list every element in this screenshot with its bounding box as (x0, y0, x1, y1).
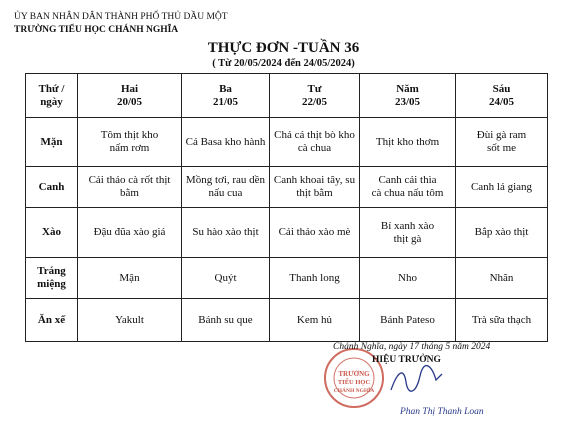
day-name: Hai (120, 82, 139, 95)
authority-header: ỦY BAN NHÂN DÂN THÀNH PHỐ THỦ DẦU MỘT (14, 12, 228, 22)
menu-cell (270, 118, 360, 167)
svg-text:CHÁNH NGHĨA: CHÁNH NGHĨA (333, 388, 375, 394)
place-date: Chánh Nghĩa, ngày 17 tháng 5 năm 2024 (333, 342, 491, 352)
menu-cell (78, 208, 182, 258)
table-row (26, 167, 548, 208)
menu-cell (360, 118, 456, 167)
cell-line: Đậu đũa xào giá (93, 226, 166, 238)
cell-line: Bắp xào thịt (474, 226, 529, 238)
day-header (270, 74, 360, 118)
cell-line: Bí xanh xào (380, 219, 435, 232)
menu-cell (270, 167, 360, 208)
cell-line: Bánh su que (198, 313, 253, 326)
day-date: 23/05 (394, 95, 421, 108)
menu-cell (78, 299, 182, 342)
day-name: Tư (307, 82, 322, 95)
cell-line: Yakult (115, 313, 144, 326)
menu-cell (182, 208, 270, 258)
menu-cell (78, 167, 182, 208)
cell-line: thịt gà (393, 232, 422, 245)
day-header (182, 74, 270, 118)
menu-cell (456, 299, 548, 342)
menu-cell (78, 118, 182, 167)
cell-line: Cải thảo cà rốt thịt (88, 174, 171, 186)
cell-line: Bánh Pateso (380, 313, 435, 326)
row-label: Mặn (26, 118, 78, 167)
signer-name: Phan Thị Thanh Loan (400, 407, 484, 417)
cell-line: Cá Basa kho hành (185, 135, 266, 148)
cell-line: Mồng tơi, rau dền (185, 174, 266, 186)
row-label: Ăn xế (26, 299, 78, 342)
menu-cell (182, 258, 270, 299)
menu-cell (182, 299, 270, 342)
menu-cell (360, 167, 456, 208)
cell-line: thịt bằm (296, 187, 333, 199)
day-date: 21/05 (212, 95, 239, 108)
cell-line: Canh cải thìa (378, 174, 437, 186)
cell-line: Nhãn (489, 271, 514, 284)
cell-line: Thanh long (289, 271, 340, 284)
menu-cell (270, 208, 360, 258)
menu-cell (456, 118, 548, 167)
cell-line: Cải thảo xào mè (278, 226, 351, 238)
row-label (26, 258, 78, 299)
cell-line: sốt me (486, 142, 517, 154)
row-label-line: miệng (37, 278, 66, 290)
cell-line: nấu cua (208, 187, 243, 199)
svg-text:TRƯỜNG: TRƯỜNG (338, 370, 370, 378)
row-label-line: Tráng (37, 265, 66, 277)
menu-cell (456, 167, 548, 208)
menu-cell (270, 258, 360, 299)
cell-line: Mận (119, 271, 140, 284)
row-label: Xào (26, 208, 78, 258)
day-name: Ba (219, 82, 232, 95)
menu-cell (360, 258, 456, 299)
day-date: 20/05 (116, 95, 143, 108)
menu-cell (78, 258, 182, 299)
signature-mark (386, 360, 446, 400)
corner-cell (26, 74, 78, 118)
cell-line: Chả cá thịt bò kho (274, 129, 355, 141)
school-header: TRƯỜNG TIỂU HỌC CHÁNH NGHĨA (14, 25, 179, 35)
svg-text:TIỂU HỌC: TIỂU HỌC (337, 379, 371, 386)
menu-cell (182, 167, 270, 208)
cell-line: Canh khoai tây, su (273, 174, 356, 186)
table-row (26, 118, 548, 167)
cell-line: nấm rơm (109, 142, 150, 154)
menu-cell (270, 299, 360, 342)
cell-line: Trà sữa thạch (471, 313, 532, 326)
menu-table (25, 73, 548, 342)
cell-line: Đùi gà ram (476, 129, 527, 141)
cell-line: Su hào xào thịt (192, 226, 259, 238)
table-row (26, 208, 548, 258)
day-header (456, 74, 548, 118)
menu-cell (360, 208, 456, 258)
cell-line: Quýt (214, 271, 237, 284)
cell-line: Tôm thịt kho (100, 129, 159, 141)
day-date: 22/05 (301, 95, 328, 108)
day-header (78, 74, 182, 118)
day-header (360, 74, 456, 118)
cell-line: cà chua (297, 142, 332, 154)
day-date: 24/05 (488, 95, 515, 108)
day-name: Năm (396, 82, 419, 95)
date-range: ( Từ 20/05/2024 đến 24/05/2024) (212, 58, 355, 69)
table-header-row (26, 74, 548, 118)
menu-cell (456, 258, 548, 299)
cell-line: bằm (120, 187, 139, 199)
menu-title: THỰC ĐƠN -TUẦN 36 (207, 40, 360, 56)
row-label: Canh (26, 167, 78, 208)
cell-line: Canh lá giang (470, 180, 533, 193)
table-row (26, 258, 548, 299)
cell-line: cà chua nấu tôm (371, 187, 444, 199)
signer-role: HIỆU TRƯỞNG (372, 355, 441, 365)
cell-line: Thịt kho thơm (375, 135, 440, 148)
cell-line: Nho (398, 271, 417, 284)
cell-line: Kem hủ (296, 313, 333, 326)
corner-line: ngày (40, 95, 63, 108)
day-name: Sáu (492, 82, 511, 95)
table-row (26, 299, 548, 342)
menu-cell (182, 118, 270, 167)
menu-cell (360, 299, 456, 342)
menu-cell (456, 208, 548, 258)
corner-line: Thứ / (38, 82, 65, 95)
